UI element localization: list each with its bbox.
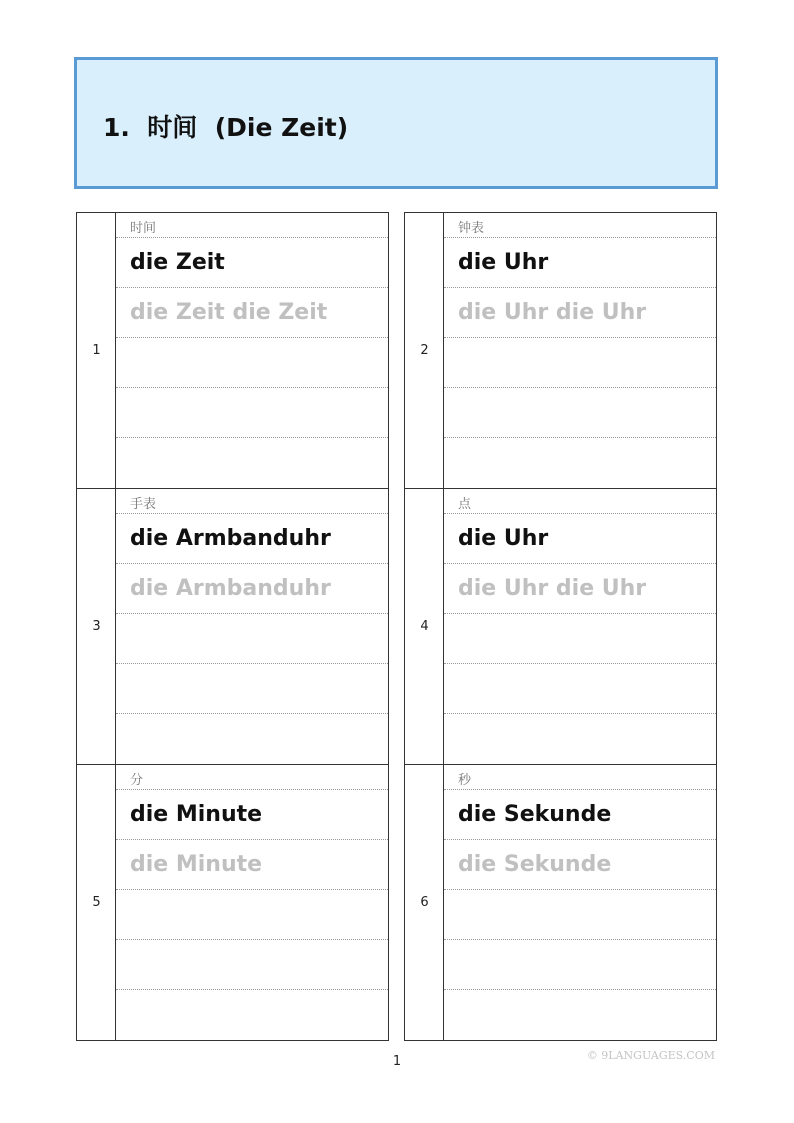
meaning-row bbox=[444, 213, 716, 238]
trace-text: die Minute bbox=[130, 852, 263, 877]
card-number: 2 bbox=[420, 343, 429, 358]
vocab-card bbox=[76, 488, 389, 765]
practice-line bbox=[116, 890, 388, 940]
word-text: die Zeit bbox=[130, 250, 225, 275]
trace-row bbox=[116, 840, 388, 890]
practice-line bbox=[444, 714, 716, 765]
meaning-text: 秒 bbox=[458, 773, 472, 788]
trace-text: die Sekunde bbox=[458, 852, 612, 877]
number-column bbox=[77, 489, 116, 765]
vocab-card bbox=[76, 212, 389, 489]
trace-row bbox=[444, 288, 716, 338]
page-number: 1 bbox=[392, 1054, 402, 1069]
number-column bbox=[77, 765, 116, 1040]
meaning-text: 点 bbox=[458, 497, 472, 512]
trace-text: die Zeit die Zeit bbox=[130, 300, 328, 325]
vocab-card bbox=[404, 488, 717, 765]
trace-text: die Uhr die Uhr bbox=[458, 576, 647, 601]
meaning-text: 分 bbox=[130, 773, 144, 788]
word-text: die Minute bbox=[130, 802, 263, 827]
meaning-row bbox=[116, 489, 388, 514]
practice-line bbox=[444, 338, 716, 388]
trace-row bbox=[444, 840, 716, 890]
meaning-text: 手表 bbox=[130, 497, 157, 512]
vocab-card bbox=[404, 764, 717, 1041]
number-column bbox=[405, 489, 444, 765]
practice-line bbox=[444, 664, 716, 714]
practice-line bbox=[444, 388, 716, 438]
vocab-card bbox=[404, 212, 717, 489]
practice-line bbox=[444, 990, 716, 1041]
practice-line bbox=[444, 614, 716, 664]
practice-line bbox=[116, 438, 388, 489]
lesson-title: 1. 时间 (Die Zeit) bbox=[103, 113, 349, 142]
practice-line bbox=[116, 714, 388, 765]
lesson-title-box bbox=[74, 57, 718, 189]
meaning-row bbox=[444, 765, 716, 790]
word-row bbox=[444, 514, 716, 564]
number-column bbox=[405, 765, 444, 1040]
word-row bbox=[444, 238, 716, 288]
word-text: die Uhr bbox=[458, 250, 549, 275]
meaning-row bbox=[116, 765, 388, 790]
practice-line bbox=[444, 890, 716, 940]
practice-line bbox=[444, 940, 716, 990]
practice-line bbox=[116, 388, 388, 438]
card-number: 1 bbox=[92, 343, 101, 358]
number-column bbox=[77, 213, 116, 489]
meaning-text: 时间 bbox=[130, 221, 157, 236]
number-column bbox=[405, 213, 444, 489]
word-text: die Armbanduhr bbox=[130, 526, 331, 551]
card-number: 4 bbox=[420, 619, 429, 634]
meaning-row bbox=[116, 213, 388, 238]
card-number: 6 bbox=[420, 895, 429, 910]
copyright-notice: © 9LANGUAGES.COM bbox=[586, 1049, 715, 1062]
trace-row bbox=[444, 564, 716, 614]
practice-line bbox=[116, 614, 388, 664]
vocab-card bbox=[76, 764, 389, 1041]
word-row bbox=[116, 790, 388, 840]
practice-line bbox=[444, 438, 716, 489]
word-row bbox=[116, 238, 388, 288]
trace-row bbox=[116, 288, 388, 338]
trace-text: die Uhr die Uhr bbox=[458, 300, 647, 325]
meaning-row bbox=[444, 489, 716, 514]
practice-line bbox=[116, 940, 388, 990]
word-row bbox=[116, 514, 388, 564]
word-text: die Sekunde bbox=[458, 802, 612, 827]
card-number: 3 bbox=[92, 619, 101, 634]
practice-line bbox=[116, 990, 388, 1041]
practice-line bbox=[116, 664, 388, 714]
trace-row bbox=[116, 564, 388, 614]
word-row bbox=[444, 790, 716, 840]
practice-line bbox=[116, 338, 388, 388]
meaning-text: 钟表 bbox=[458, 221, 485, 236]
card-number: 5 bbox=[92, 895, 101, 910]
trace-text: die Armbanduhr bbox=[130, 576, 331, 601]
word-text: die Uhr bbox=[458, 526, 549, 551]
